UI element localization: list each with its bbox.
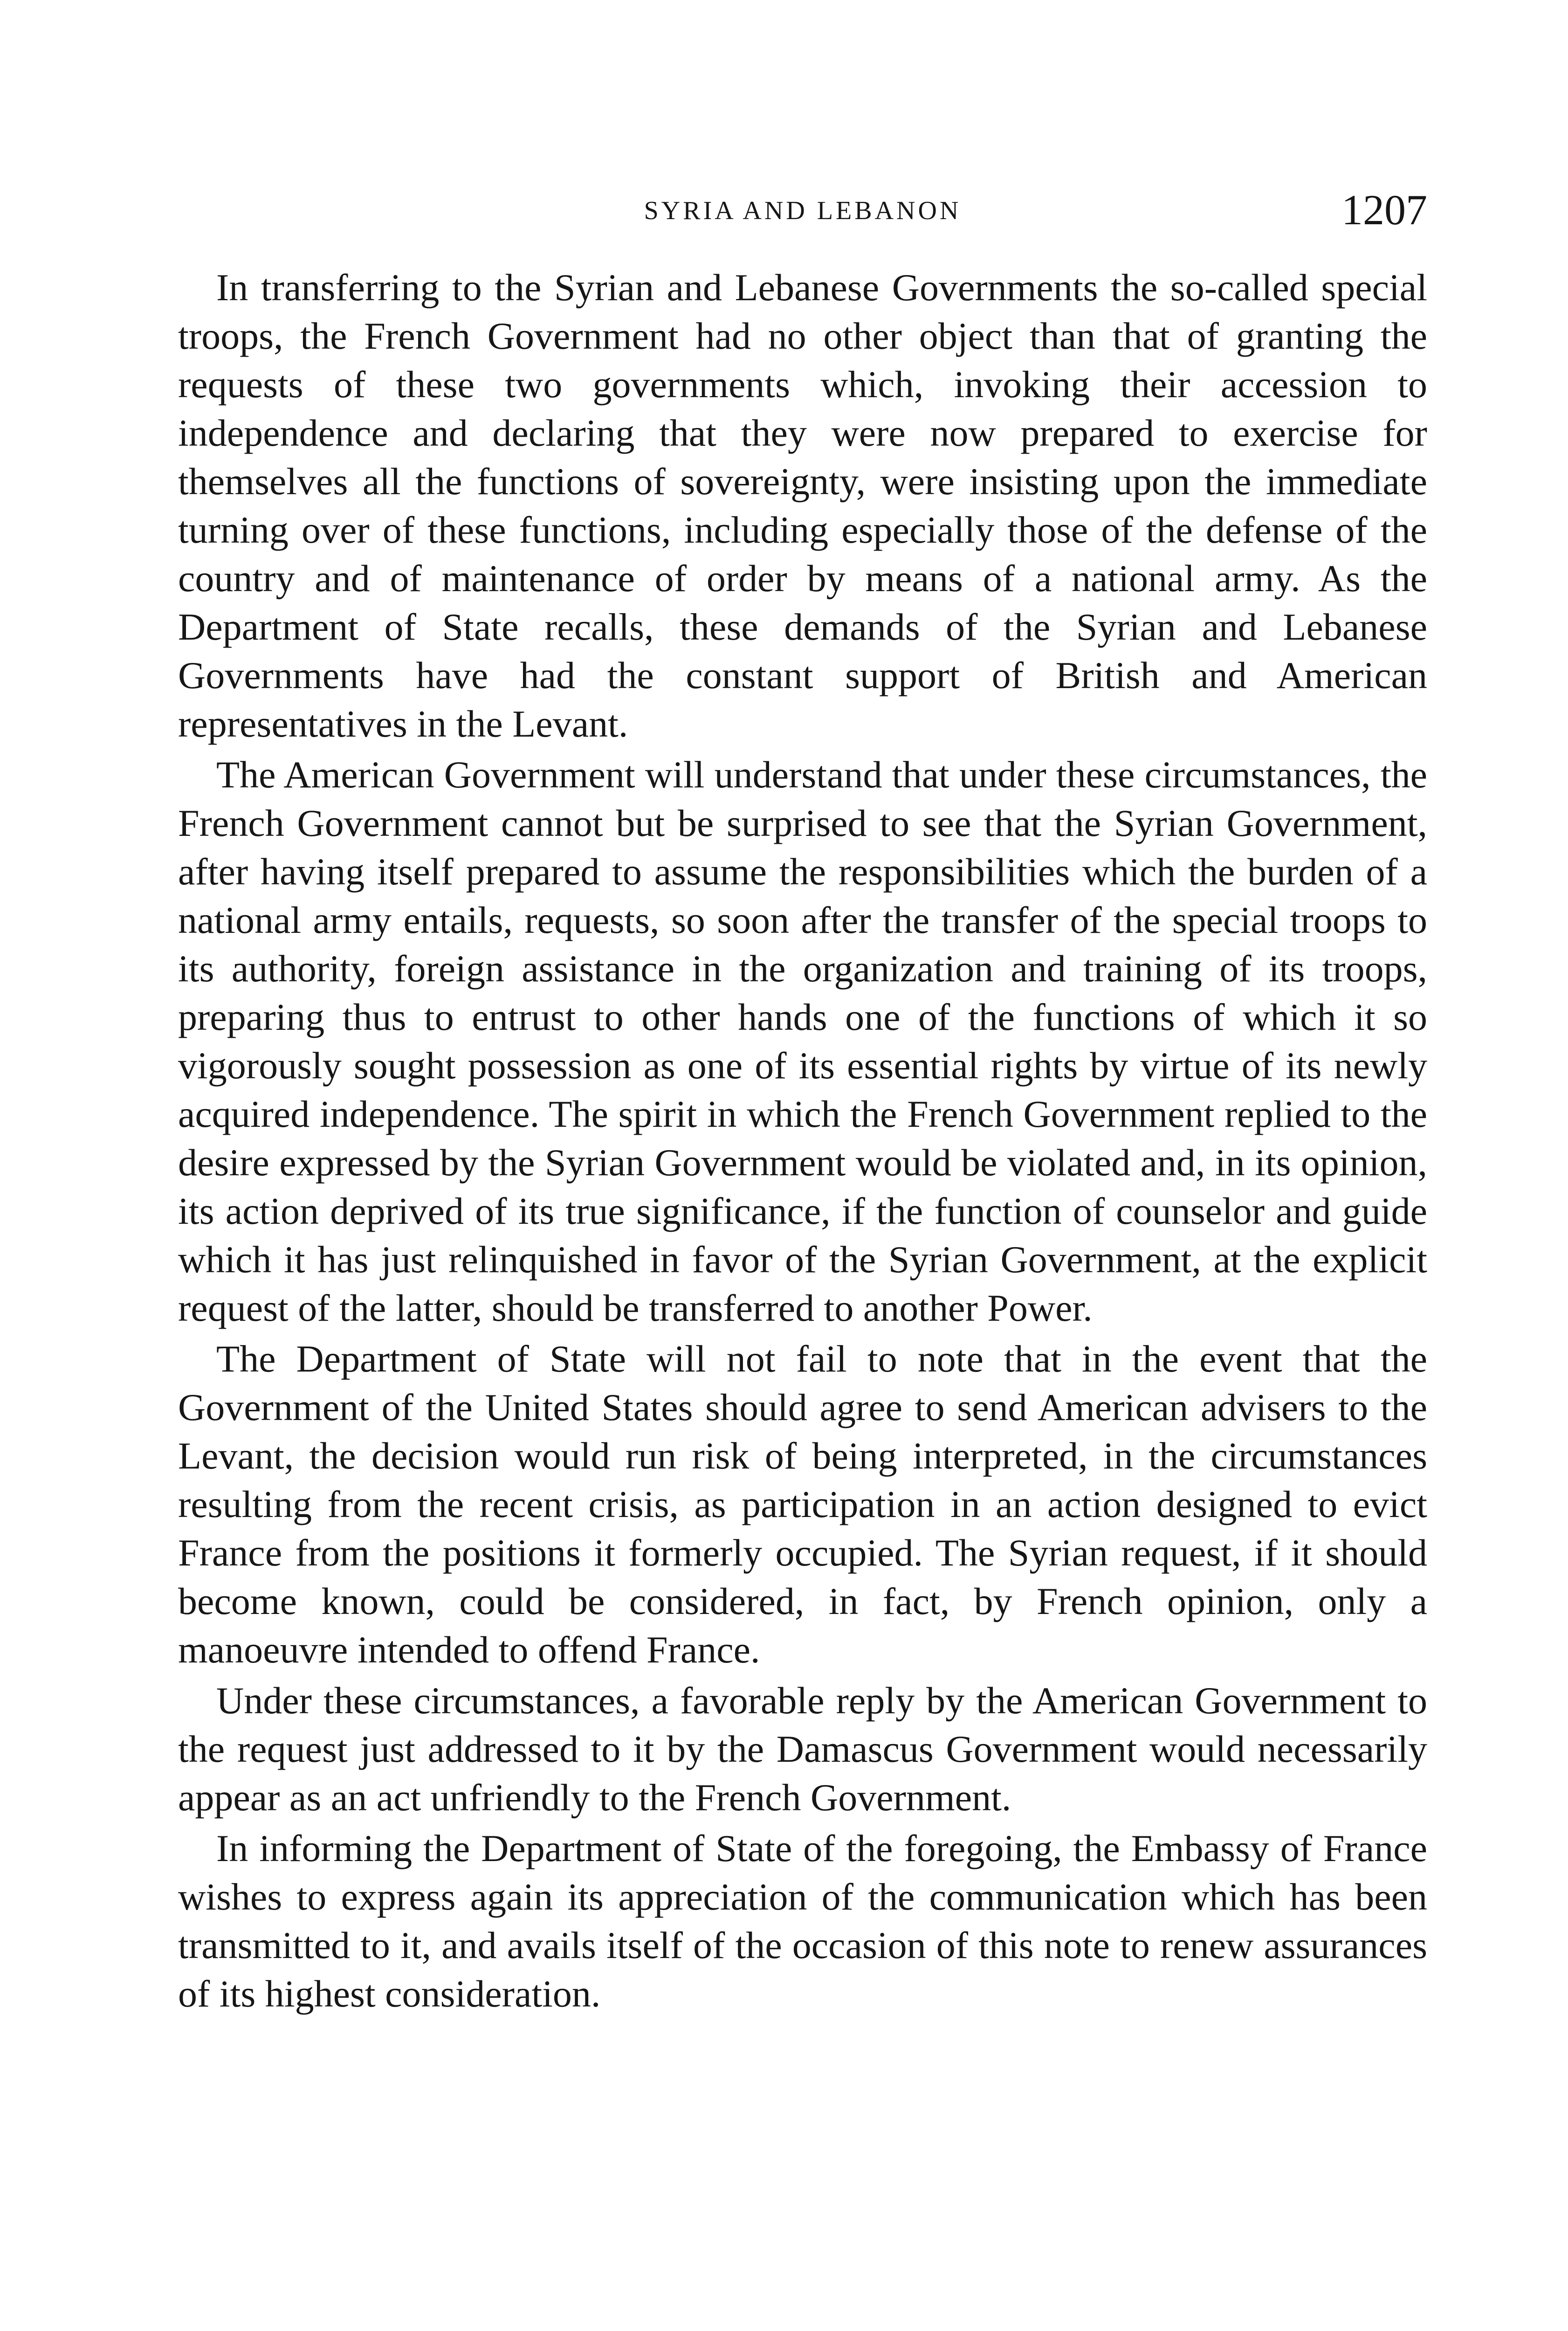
paragraph-1: In transferring to the Syrian and Lebanese Governments the so-called special troops, the French Government had no other object than that of granting the requests of these two governments which, invoking their accession to independence and declaring that they were now prepared to exercise for themselves all the functions of sovereignty, were insisting upon the immediate turning over of these functions, including especially those of the defense of the country and of maintenance of order by means of a national army. As the Department of State recalls, these demands of the Syrian and Lebanese Governments have had the constant support of British and American representatives in the Levant.	[178, 266, 1427, 745]
page-header	[178, 184, 1427, 245]
paragraph-3: The Department of State will not fail to note that in the event that the Government of the United States should agree to send American advisers to the Levant, the decision would run risk of being interpreted, in the circumstances resulting from the recent crisis, as participation in an action designed to evict France from the positions it formerly occupied. The Syrian request, if it should become known, could be considered, in fact, by French opinion, only a manoeuvre intended to offend France.	[178, 1338, 1427, 1671]
paragraph-5: In informing the Department of State of the foregoing, the Embassy of France wishes to express again its appreciation of the communication which has been transmitted to it, and avails itself of the occasion of this note to renew assurances of its highest consideration.	[178, 1827, 1427, 2015]
running-head: SYRIA AND LEBANON	[644, 196, 962, 225]
paragraph-4: Under these circumstances, a favorable reply by the American Government to the request just addressed to it by the Damascus Government would necessarily appear as an act unfriendly to the French Government.	[178, 1679, 1427, 1819]
page-number: 1207	[1341, 186, 1427, 234]
body-text	[178, 263, 1427, 2021]
paragraph-2: The American Government will understand that under these circumstances, the French Government cannot but be surprised to see that the Syrian Government, after having itself prepared to assume the responsibilities which the burden of a national army entails, requests, so soon after the transfer of the special troops to its authority, foreign assistance in the organization and training of its troops, preparing thus to entrust to other hands one of the functions of which it so vigorously sought possession as one of its essential rights by virtue of its newly acquired independence. The spirit in which the French Government replied to the desire expressed by the Syrian Government would be violated and, in its opinion, its action deprived of its true significance, if the function of counselor and guide which it has just relinquished in favor of the Syrian Government, at the explicit request of the latter, should be transferred to another Power.	[178, 753, 1427, 1329]
